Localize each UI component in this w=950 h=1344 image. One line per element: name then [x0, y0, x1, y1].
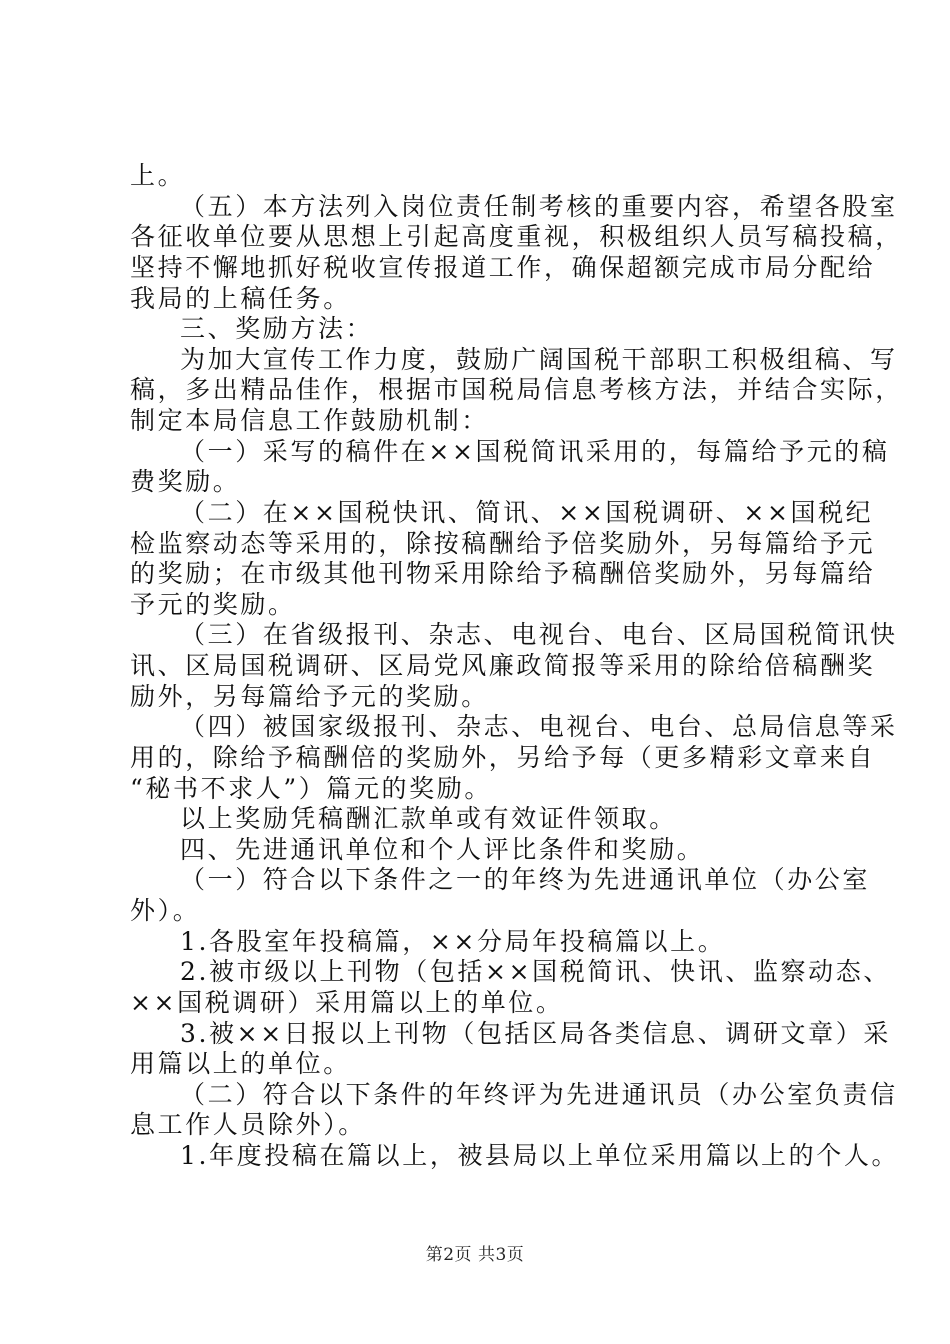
text-line: （二）在××国税快讯、简讯、××国税调研、××国税纪 — [180, 498, 874, 527]
text-line: ××国税调研）采用篇以上的单位。 — [130, 988, 564, 1017]
text-line: 制定本局信息工作鼓励机制： — [130, 406, 489, 435]
text-line: 为加大宣传工作力度，鼓励广阔国税干部职工积极组稿、写 — [180, 345, 898, 374]
page-number-footer: 第2页 共3页 — [425, 1245, 525, 1265]
text-line: （一）采写的稿件在××国税简讯采用的，每篇给予元的稿 — [180, 437, 890, 466]
text-line: 的奖励；在市级其他刊物采用除给予稿酬倍奖励外，另每篇给 — [130, 559, 876, 588]
text-line: 坚持不懈地抓好税收宣传报道工作，确保超额完成市局分配给 — [130, 253, 876, 282]
text-line: （五）本方法列入岗位责任制考核的重要内容，希望各股室 — [180, 192, 898, 221]
section-heading: 四、先进通讯单位和个人评比条件和奖励。 — [180, 835, 705, 864]
text-line: 稿，多出精品佳作，根据市国税局信息考核方法，并结合实际， — [130, 375, 903, 404]
text-line: 以上奖励凭稿酬汇款单或有效证件领取。 — [180, 804, 677, 833]
text-line: （四）被国家级报刊、杂志、电视台、电台、总局信息等采 — [180, 712, 898, 741]
text-line: “秘书不求人”）篇元的奖励。 — [130, 774, 492, 803]
list-item: 1.年度投稿在篇以上，被县局以上单位采用篇以上的个人。 — [180, 1141, 900, 1170]
text-line: 讯、区局国税调研、区局党风廉政简报等采用的除给倍稿酬奖 — [130, 651, 876, 680]
text-line: 励外，另每篇给予元的奖励。 — [130, 682, 489, 711]
text-line: （一）符合以下条件之一的年终为先进通讯单位（办公室 — [180, 865, 871, 894]
text-line: 费奖励。 — [130, 467, 241, 496]
list-item: 3.被××日报以上刊物（包括区局各类信息、调研文章）采 — [180, 1019, 891, 1048]
text-line: 各征收单位要从思想上引起高度重视，积极组织人员写稿投稿， — [130, 222, 903, 251]
text-line: 外）。 — [130, 896, 201, 925]
text-line: 予元的奖励。 — [130, 590, 296, 619]
text-line: 检监察动态等采用的，除按稿酬给予倍奖励外，另每篇给予元 — [130, 529, 876, 558]
list-item: 2.被市级以上刊物（包括××国税简讯、快讯、监察动态、 — [180, 957, 891, 986]
section-heading: 三、奖励方法： — [180, 314, 374, 343]
text-line: 我局的上稿任务。 — [130, 284, 351, 313]
text-line: 用的，除给予稿酬倍的奖励外，另给予每（更多精彩文章来自 — [130, 743, 876, 772]
text-line: （二）符合以下条件的年终评为先进通讯员（办公室负责信 — [180, 1080, 898, 1109]
text-line: （三）在省级报刊、杂志、电视台、电台、区局国税简讯快 — [180, 620, 898, 649]
text-line: 用篇以上的单位。 — [130, 1049, 351, 1078]
text-line: 上。 — [130, 161, 186, 190]
list-item: 1.各股室年投稿篇，××分局年投稿篇以上。 — [180, 927, 726, 956]
text-line: 息工作人员除外）。 — [130, 1110, 366, 1139]
